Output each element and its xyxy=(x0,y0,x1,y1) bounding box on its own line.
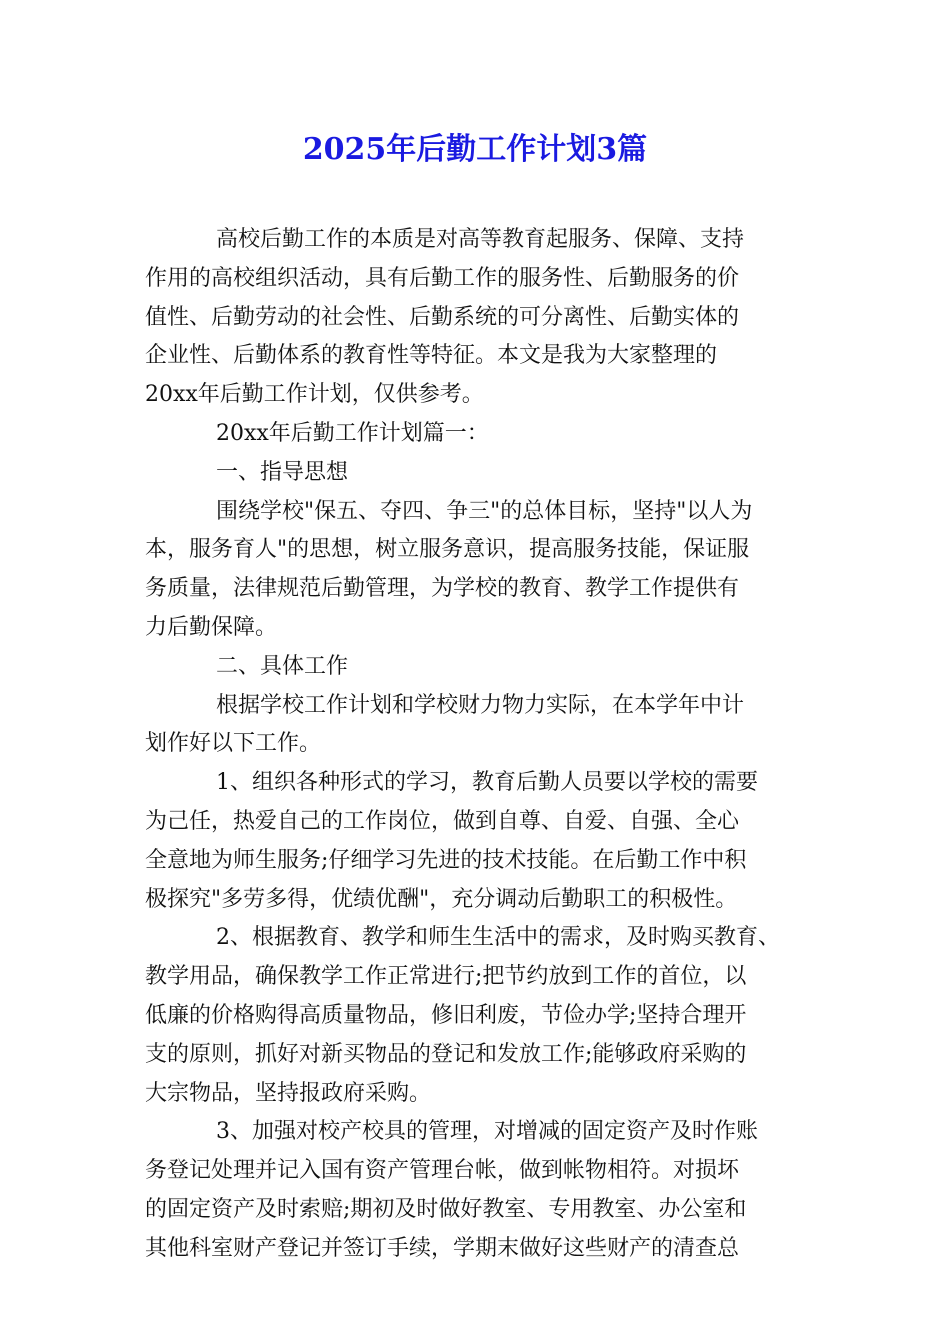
text-line: 的固定资产及时索赔;期初及时做好教室、专用教室、办公室和 xyxy=(145,1196,747,1222)
text-line: 根据学校工作计划和学校财力物力实际，在本学年中计 xyxy=(216,692,745,718)
text-line: 教学用品，确保教学工作正常进行;把节约放到工作的首位，以 xyxy=(145,964,747,990)
document-body xyxy=(145,221,815,1269)
text-line: 为己任，热爱自己的工作岗位，做到自尊、自爱、自强、全心 xyxy=(145,808,740,834)
text-line: 极探究"多劳多得，优绩优酬"，充分调动后勤职工的积极性。 xyxy=(145,886,738,912)
text-line: 本，服务育人"的思想，树立服务意识，提高服务技能，保证服 xyxy=(145,537,750,563)
text-line: 值性、后勤劳动的社会性、后勤系统的可分离性、后勤实体的 xyxy=(145,304,740,330)
text-line: 高校后勤工作的本质是对高等教育起服务、保障、支持 xyxy=(216,227,745,252)
text-line: 务质量，法律规范后勤管理，为学校的教育、教学工作提供有 xyxy=(145,576,740,602)
text-line: 围绕学校"保五、夺四、争三"的总体目标，坚持"以人为 xyxy=(216,498,753,524)
text-line: 20xx年后勤工作计划篇一： xyxy=(216,420,489,446)
text-line: 支的原则，抓好对新买物品的登记和发放工作;能够政府采购的 xyxy=(145,1041,747,1067)
text-line: 3、加强对校产校具的管理，对增减的固定资产及时作账 xyxy=(216,1119,758,1145)
text-line: 一、指导思想 xyxy=(216,459,349,485)
text-line: 1、组织各种形式的学习，教育后勤人员要以学校的需要 xyxy=(216,770,758,796)
text-line: 20xx年后勤工作计划，仅供参考。 xyxy=(145,382,484,408)
text-line: 划作好以下工作。 xyxy=(145,731,322,757)
text-line: 低廉的价格购得高质量物品，修旧利废，节俭办学;坚持合理开 xyxy=(145,1002,747,1028)
text-line: 其他科室财产登记并签订手续，学期末做好这些财产的清查总 xyxy=(145,1235,740,1261)
text-line: 企业性、后勤体系的教育性等特征。本文是我为大家整理的 xyxy=(145,343,718,369)
text-line: 2、根据教育、教学和师生生活中的需求，及时购买教育、 xyxy=(216,925,780,951)
text-line: 全意地为师生服务;仔细学习先进的技术技能。在后勤工作中积 xyxy=(145,847,747,873)
text-line: 力后勤保障。 xyxy=(145,614,278,640)
document-title: 2025年后勤工作计划3篇 xyxy=(302,132,648,167)
text-line: 大宗物品，坚持报政府采购。 xyxy=(145,1080,432,1106)
text-line: 作用的高校组织活动，具有后勤工作的服务性、后勤服务的价 xyxy=(145,265,740,291)
text-line: 务登记处理并记入国有资产管理台帐，做到帐物相符。对损坏 xyxy=(145,1158,740,1184)
text-line: 二、具体工作 xyxy=(216,653,349,679)
